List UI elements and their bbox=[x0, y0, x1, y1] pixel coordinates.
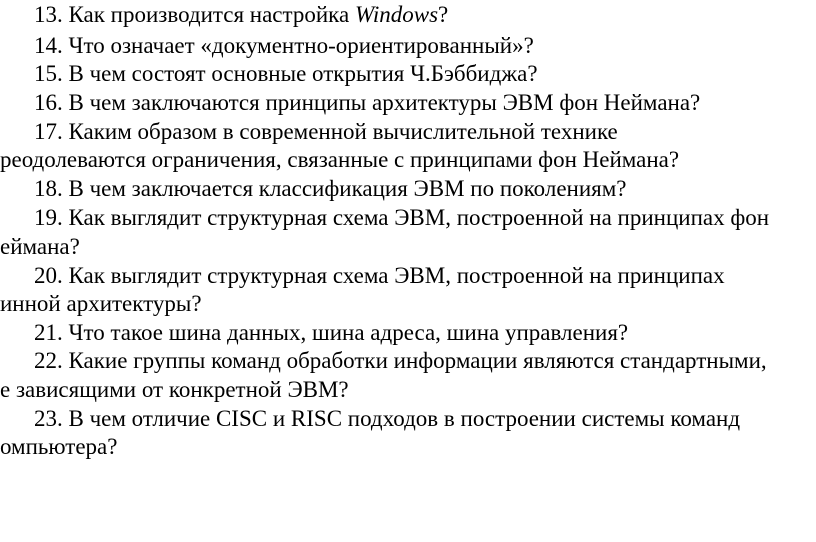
question-23-continuation: омпьютера? bbox=[0, 434, 118, 459]
question-22: 22. Какие группы команд обработки информации являются стандартными, bbox=[34, 348, 767, 373]
question-22-continuation: е зависящими от конкретной ЭВМ? bbox=[0, 377, 349, 402]
question-19: 19. Как выглядит структурная схема ЭВМ, построенной на принципах фон bbox=[34, 205, 770, 230]
question-17: 17. Каким образом в современной вычислительной технике bbox=[34, 119, 618, 144]
question-13-text: 13. Как производится настройка bbox=[34, 2, 355, 27]
question-17-continuation: реодолеваются ограничения, связанные с принципами фон Неймана? bbox=[0, 147, 680, 172]
question-19-continuation: еймана? bbox=[0, 234, 80, 259]
question-20-continuation: инной архитектуры? bbox=[0, 291, 202, 316]
question-14: 14. Что означает «документно-ориентированный»? bbox=[34, 33, 534, 58]
question-13 bbox=[34, 1, 448, 30]
question-21: 21. Что такое шина данных, шина адреса, шина управления? bbox=[34, 320, 629, 345]
question-18: 18. В чем заключается классификация ЭВМ по поколениям? bbox=[34, 176, 627, 201]
question-20: 20. Как выглядит структурная схема ЭВМ, построенной на принципах bbox=[34, 263, 725, 288]
question-13-italic: Windows bbox=[354, 2, 439, 27]
question-16: 16. В чем заключаются принципы архитектуры ЭВМ фон Неймана? bbox=[34, 90, 701, 115]
question-15: 15. В чем состоят основные открытия Ч.Бэббиджа? bbox=[34, 61, 538, 86]
question-13-suffix: ? bbox=[438, 2, 449, 27]
question-23: 23. В чем отличие CISC и RISC подходов в построении системы команд bbox=[34, 406, 741, 431]
